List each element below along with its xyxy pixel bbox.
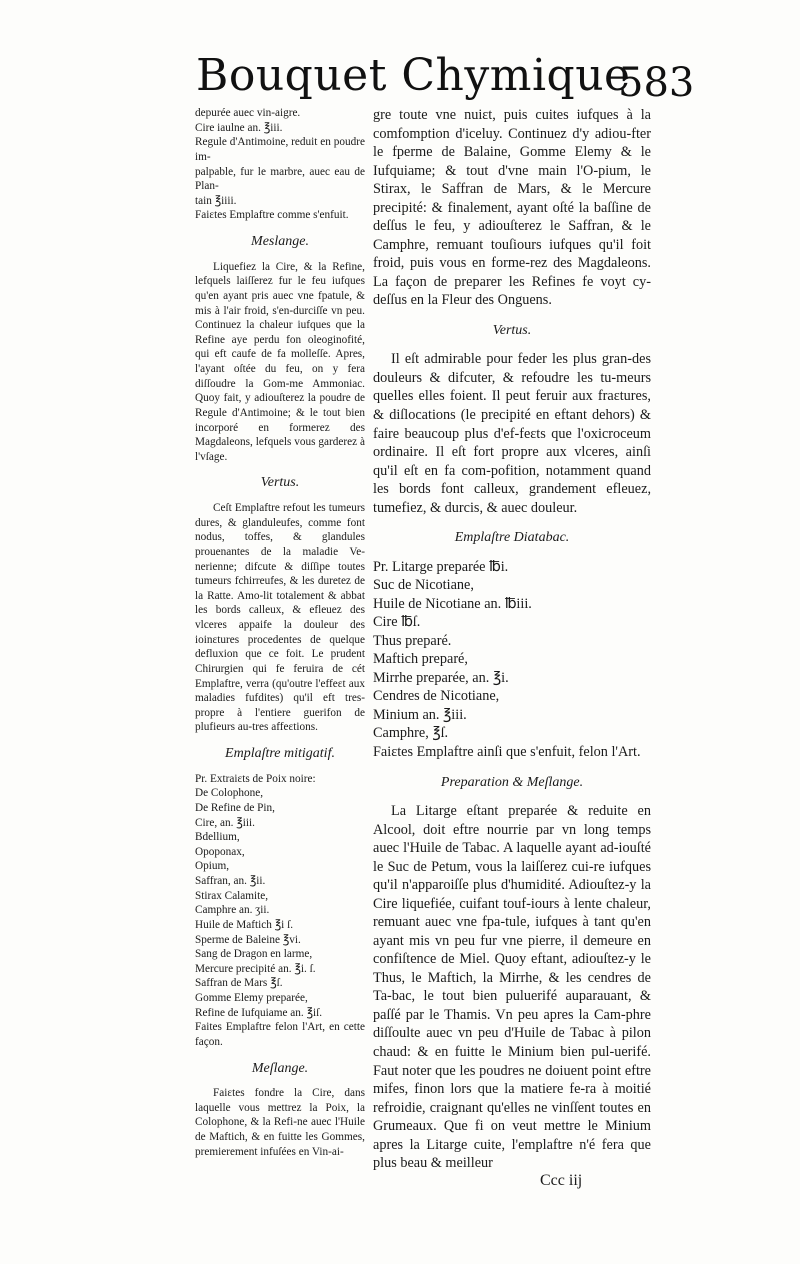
recipe-line: Mercure precipité an. ℥i. ſ. <box>195 962 316 975</box>
text-line: palpable, fur le marbre, auec eau de Plan- <box>195 165 365 193</box>
text-line: depurée auec vin-aigre. <box>195 107 301 119</box>
recipe-line: Bdellium, <box>195 831 240 844</box>
recipe-line: Thus preparé. <box>373 632 452 649</box>
right-column-body <box>373 106 651 1173</box>
section-heading: Emplaſtre mitigatif. <box>225 746 335 761</box>
section-heading: Emplaſtre Diatabac. <box>454 530 570 546</box>
paragraph: Il eſt admirable pour feder les plus gran-des douleurs & difcuter, & refoudre les tu-meurs quelles elles foient. Il peut feruir aux fraɛtures, & diſlocations (le precipité en eftant dehors) & faire beaucoup plus d'ef-feɛts que l'oxicroceum ordinaire. Il eſt fort propre aux vlceres, ainſi qu'il eſt en fa com-pofition, notamment quand les bords font calleux, grandement efleuez, tumefiez, & durcis, & auec douleur. <box>373 351 651 516</box>
recipe-line: Sang de Dragon en larme, <box>195 948 313 961</box>
paragraph: La Litarge eſtant preparée & reduite en Alcool, doit eftre nourrie par vn long temps auec l'Huile de Tabac. A laquelle ayant ad-iouſté le Suc de Petum, vous la laiſſerez cui-re iufques qu'il n'apparoiſſe plus d'humidité. Adiouſtez-y la Cire liquefiée, cuifant touf-iours à lente chaleur, remuant auec vne fpa-tule, iufques à tant qu'en ayant mis vn peu fur vne pierre, il demeure en confiſtence de Miel. Quoy eftant, adiouſtez-y le Thus, le Maftich, la Mirrhe, & les cendres de Ta-bac, le tout bien puluerifé auparauant, & paſſé par le Thamis. Vn peu apres la Cam-phre diſſoulte auec vn peu d'Huile de Tabac à pilon chaud: & en fuitte le Minium bien pul-uerifé. Faut noter que les poudres ne doiuent point eftre mifes, finon lors que la matiere fe-ra à moitié refroidie, craignant qu'elles ne vinſſent toutes en Grumeaux. Que fi on veut mettre le Minium apres la Litarge cuite, l'emplaftre n'é fera que plus beau & meilleur <box>373 803 651 1172</box>
recipe-line: Maftich preparé, <box>373 651 468 668</box>
section-heading: Vertus. <box>492 322 532 338</box>
paragraph: Ceſt Emplaftre refout les tumeurs dures, & glanduleufes, comme font nodus, toffes, & glandules prouenantes de la maladie Ve-nerienne; difcute & diſſipe toutes tumeurs fchirreufes, & les duretez de la Ratte. Amo-lit totalement & abbat les bords calleux, & efleuez des vlceres appaife la douleur des ioinɛtures procedentes de quelque defluxion que ce foit. Le prudent Chirurgien qui fe feruira de cét Emplaftre, verra (qu'outre l'effeɛt aux maladies fufdites) qu'il eft tres-propre à l'entiere guerifon de plufieurs au-tres affeɛtions. <box>195 502 365 734</box>
recipe-line: Suc de Nicotiane, <box>373 577 474 594</box>
text-line: Faiɛtes Emplaftre comme s'enfuit. <box>195 209 349 222</box>
running-title: Bouquet Chymique <box>196 50 631 101</box>
recipe-line: Faites Emplaftre felon l'Art, en cette façon. <box>195 1021 365 1048</box>
recipe-line: Cire ℔ſ. <box>373 614 421 631</box>
recipe-line: Huile de Maftich ℥i ſ. <box>195 918 294 931</box>
recipe-line: Mirrhe preparée, an. ℥i. <box>373 669 509 686</box>
recipe-line: Stirax Calamite, <box>195 889 269 902</box>
recipe-line: Saffran de Mars ℥ſ. <box>195 977 283 990</box>
section-heading: Vertus. <box>260 475 300 491</box>
recipe-line: De Colophone, <box>195 787 264 800</box>
text-line: tain ℥iiii. <box>195 194 237 207</box>
recipe-line: Cendres de Nicotiane, <box>373 688 500 705</box>
paragraph: gre toute vne nuiɛt, puis cuites iufques à la comfomption d'iceluy. Continuez d'y adiou-fter le fperme de Balaine, Gomme Elemy & le Iufquiame; & tout d'vne main l'O-pium, le Stirax, le Saffran de Mars, & le Mercure precipité: & finalement, ayant oſté la baſſine de deſſus le feu, y adiouſterez le Saffran, & le Camphre, remuant touſiours iufques qu'il foit froid, puis vous en forme-rez des Magdaleons. La façon de preparer les Refines fe voyt cy-deſſus en la Fleur des Onguens. <box>373 107 651 309</box>
recipe-line: Minium an. ℥iii. <box>373 706 467 723</box>
recipe-list <box>195 772 365 1050</box>
section-heading: Meslange. <box>251 234 309 249</box>
page-header <box>0 44 800 104</box>
signature-mark: Ccc iij <box>540 1172 583 1189</box>
recipe-line: Opoponax, <box>195 845 245 858</box>
section-heading: Preparation & Meſlange. <box>440 774 584 790</box>
text-line: Cire iaulne an. ℥iii. <box>195 121 283 134</box>
recipe-line: Refine de Iufquiame an. ℥iſ. <box>195 1006 323 1019</box>
recipe-line: Faiɛtes Emplaftre ainſi que s'enfuit, felon l'Art. <box>373 744 641 760</box>
page-number: 583 <box>618 60 695 106</box>
paragraph: Faiɛtes fondre la Cire, dans laquelle vous mettrez la Poix, la Colophone, & la Refi-ne auec l'Huile de Maftich, & en fuitte les Gommes, premierement infuſées en Vin-ai- <box>195 1087 365 1158</box>
section-heading: Meſlange. <box>251 1060 309 1076</box>
recipe-line: Camphre an. ʒii. <box>195 904 270 917</box>
recipe-line: Sperme de Baleine ℥vi. <box>195 933 301 946</box>
recipe-line: De Refine de Pin, <box>195 801 275 814</box>
recipe-line: Cire, an. ℥iii. <box>195 816 255 829</box>
recipe-line: Huile de Nicotiane an. ℔iii. <box>373 595 532 612</box>
recipe-line: Saffran, an. ℥ii. <box>195 875 266 887</box>
text-line: Regule d'Antimoine, reduit en poudre im- <box>195 136 365 163</box>
recipe-list <box>373 558 651 762</box>
recipe-line: Pr. Litarge preparée ℔i. <box>373 558 509 575</box>
recipe-line: Gomme Elemy preparée, <box>195 992 308 1004</box>
left-column <box>195 106 365 1159</box>
recipe-line: Pr. Extraiɛts de Poix noire: <box>195 772 316 785</box>
paragraph: Liquefiez la Cire, & la Refine, lefquels laiſſerez fur le feu iufques qu'en ayant pris auec vne fpatule, & mis à l'air froid, s'en-durciſſe vn peu. Continuez la chaleur iufques que la Refine aye perdu fon oleoginofité, qui eft caufe de fa molleſſe. Apres, l'ayant oſtée du feu, on y fera diſſoudre la Gom-me Ammoniac. Quoy fait, y adiouſterez la poudre de Regule d'Antimoine; & le tout bien incorporé en formerez des Magdaleons, lefquels vous garderez à l'vſage. <box>195 260 365 463</box>
recipe-line: Camphre, ℥ſ. <box>373 725 449 742</box>
recipe-line: Opium, <box>195 860 230 873</box>
